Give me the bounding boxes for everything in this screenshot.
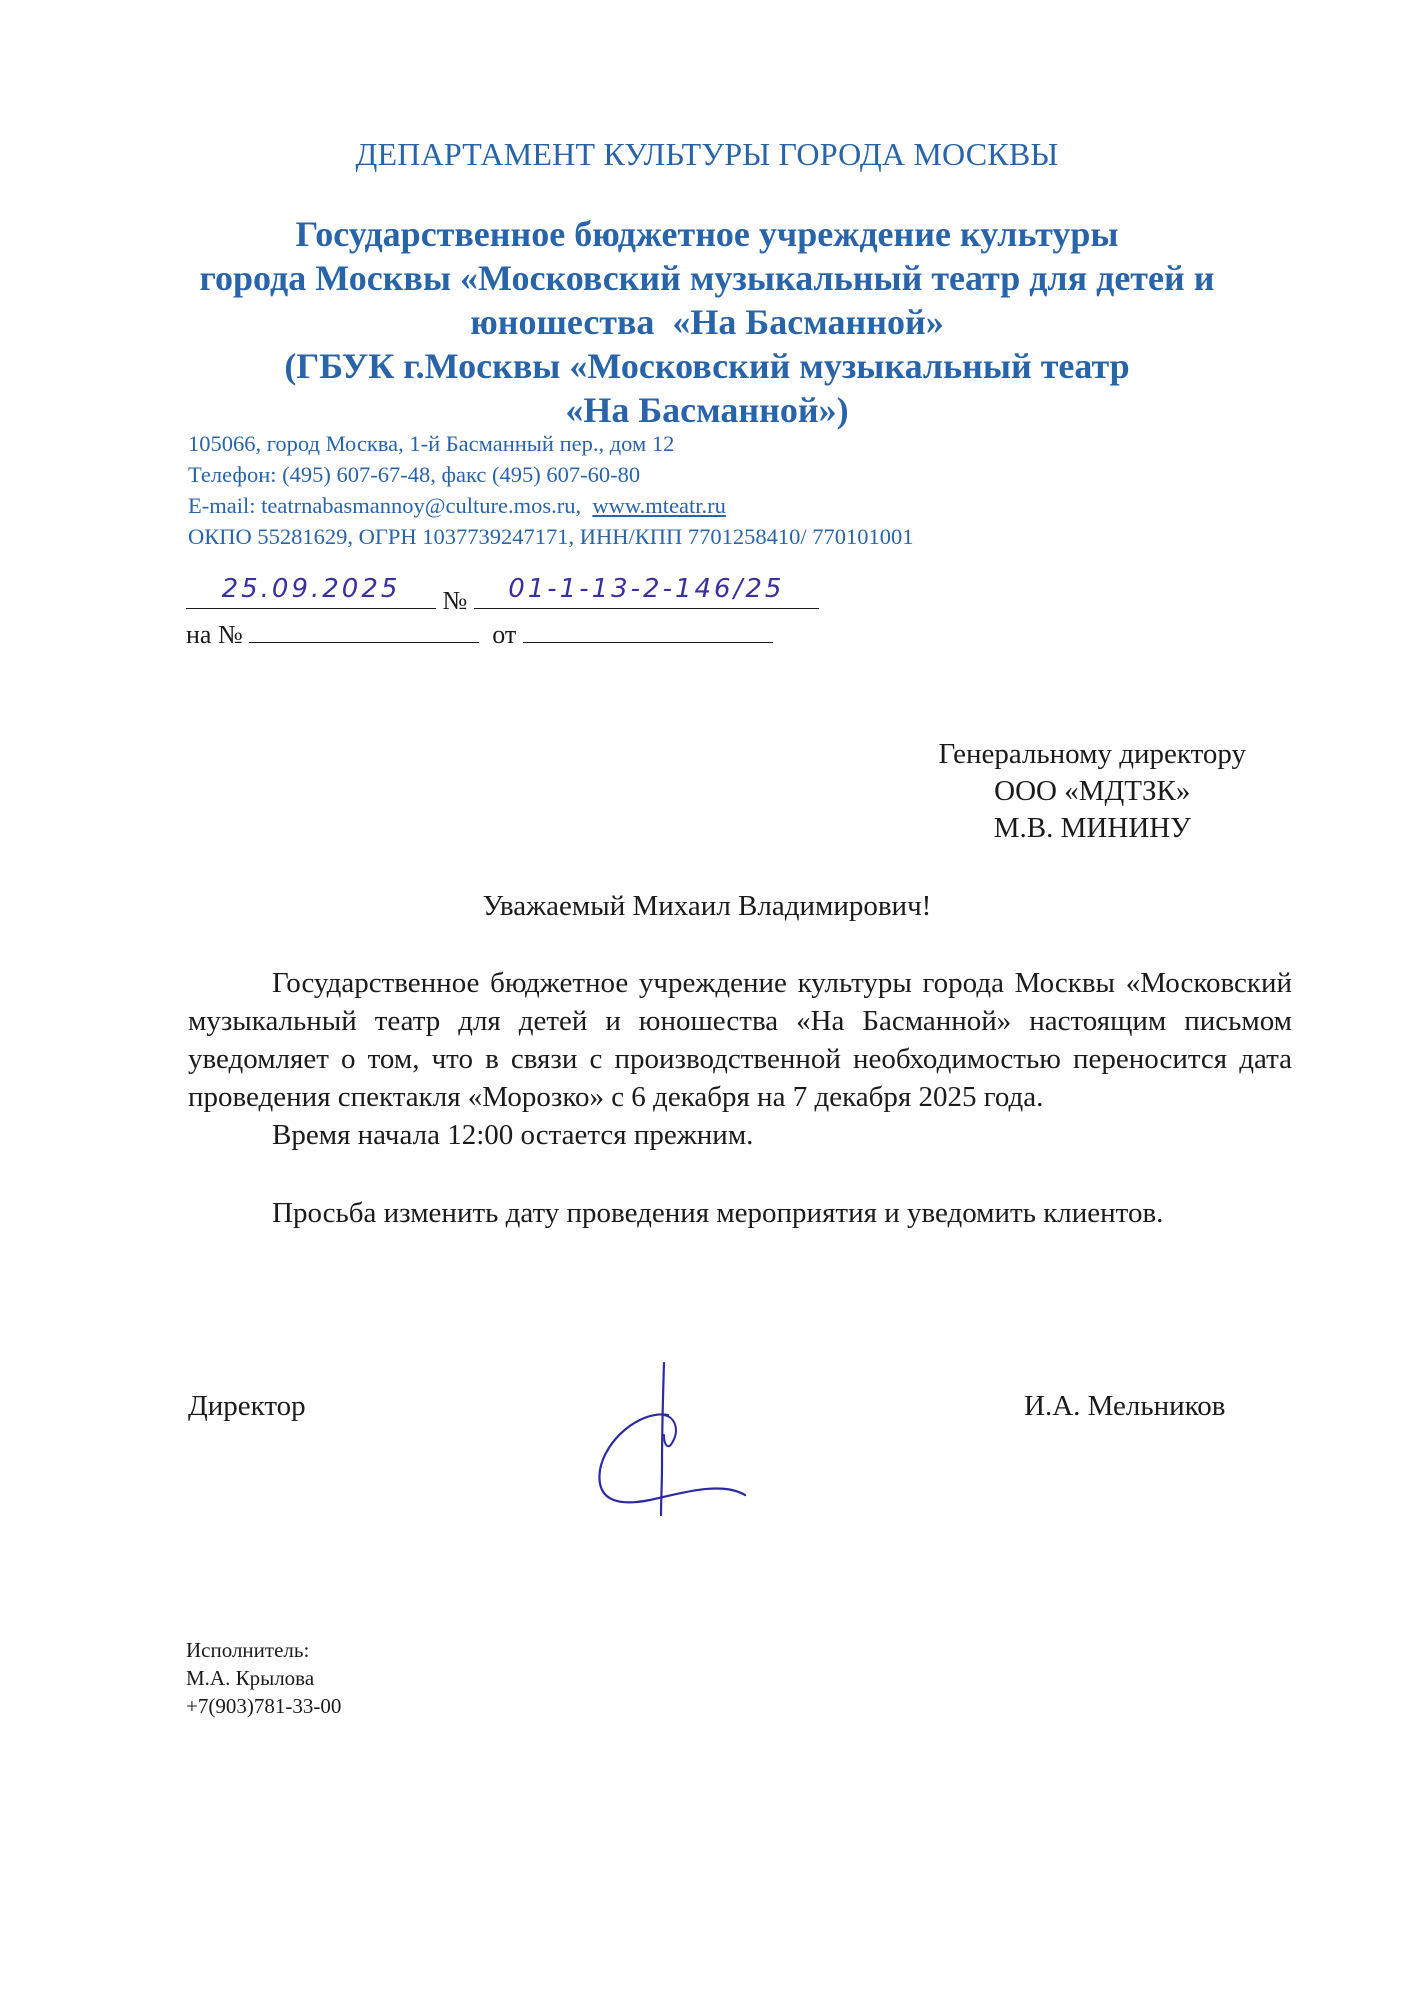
registration-line (186, 574, 819, 616)
phone-fax: Телефон: (495) 607-67-48, факс (495) 607-60-80 (188, 462, 641, 487)
contact-block (188, 428, 914, 552)
signer-position: Директор (188, 1390, 306, 1422)
body-paragraph-3: Просьба изменить дату проведения мероприятия и уведомить клиентов. (272, 1197, 1164, 1229)
address: 105066, город Москва, 1-й Басманный пер., дом 12 (188, 431, 675, 456)
org-line-1: Государственное бюджетное учреждение культуры (295, 214, 1119, 254)
registry-codes: ОКПО 55281629, ОГРН 1037739247171, ИНН/КПП 7701258410/ 770101001 (188, 524, 914, 549)
org-line-4: (ГБУК г.Москвы «Московский музыкальный театр (284, 346, 1130, 386)
executor-name: М.А. Крылова (186, 1666, 315, 1690)
addressee-company: ООО «МДТЗК» (994, 775, 1191, 807)
registration-date-field (186, 574, 436, 609)
addressee-name: М.В. МИНИНУ (993, 812, 1191, 844)
from-label: от (492, 620, 517, 649)
executor-block (186, 1636, 341, 1720)
addressee-block (939, 736, 1246, 847)
org-line-5: «На Басманной») (565, 390, 849, 430)
handwritten-signature (580, 1355, 760, 1525)
body-paragraph-1: Государственное бюджетное учреждение культуры города Москвы «Московский музыкальный театр для детей и юношества «На Басманной» настоящим письмом уведомляет о том, что в связи с производственной необходимостью переносится дата проведения спектакля «Морозко» с 6 декабря на 7 декабря 2025 года. (188, 967, 1292, 1113)
website-link[interactable]: www.mteatr.ru (592, 493, 726, 518)
reference-number-field (249, 612, 479, 643)
reference-line (186, 612, 773, 650)
body-paragraph-2: Время начала 12:00 остается прежним. (272, 1119, 754, 1151)
registration-number-field (474, 574, 819, 609)
org-line-2: города Москвы «Московский музыкальный театр для детей и (199, 258, 1215, 298)
organization-name (0, 212, 1414, 432)
letter-body (188, 964, 1292, 1232)
greeting: Уважаемый Михаил Владимирович! (482, 890, 932, 922)
signer-name: И.А. Мельников (1024, 1390, 1226, 1422)
registration-date: 25.09.2025 (221, 574, 401, 604)
email[interactable]: E-mail: teatrnabasmannoy@culture.mos.ru, (188, 493, 582, 518)
org-line-3: юношества «На Басманной» (470, 302, 944, 342)
reference-label: на № (186, 620, 243, 649)
email-web-line (188, 490, 914, 521)
reference-date-field (523, 612, 773, 643)
department-title: ДЕПАРТАМЕНТ КУЛЬТУРЫ ГОРОДА МОСКВЫ (355, 136, 1059, 172)
number-sign: № (442, 586, 468, 615)
registration-number: 01-1-13-2-146/25 (508, 574, 785, 604)
executor-label: Исполнитель: (186, 1638, 310, 1662)
executor-phone: +7(903)781-33-00 (186, 1694, 342, 1718)
addressee-position: Генеральному директору (938, 738, 1246, 770)
